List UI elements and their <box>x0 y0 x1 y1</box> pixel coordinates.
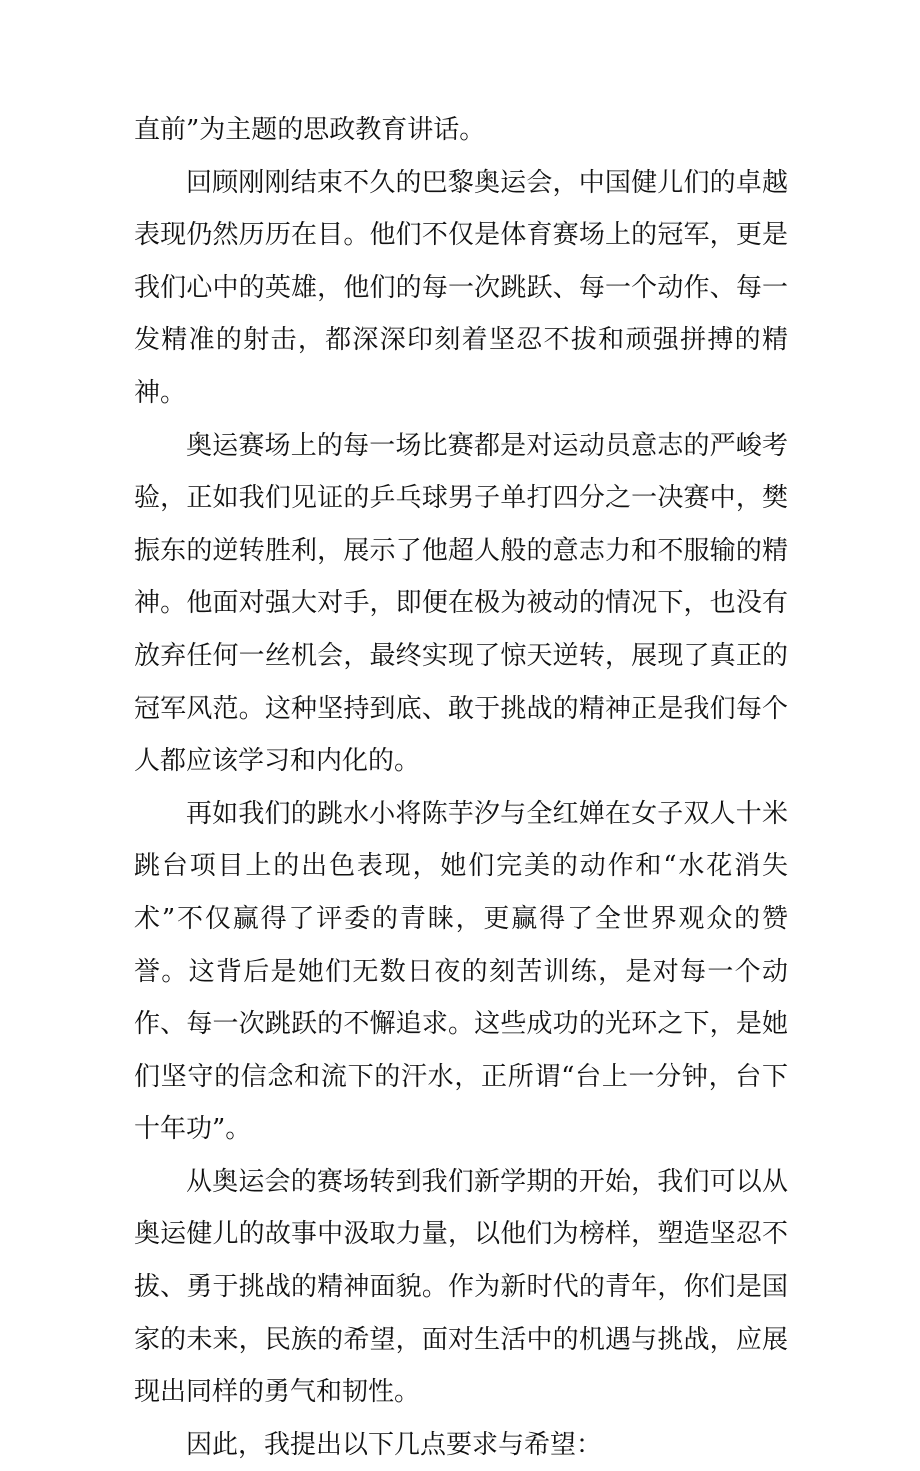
paragraph-paris-olympics-review: 回顾刚刚结束不久的巴黎奥运会，中国健儿们的卓越表现仍然历历在目。他们不仅是体育赛场上的冠军，更是我们心中的英雄，他们的每一次跳跃、每一个动作、每一发精准的射击，都深深印刻着坚忍不拔和顽强拼搏的精神。 <box>134 167 788 408</box>
document-body <box>134 104 788 1471</box>
paragraph-new-semester: 从奥运会的赛场转到我们新学期的开始，我们可以从奥运健儿的故事中汲取力量，以他们为榜样，塑造坚忍不拔、勇于挑战的精神面貌。作为新时代的青年，你们是国家的未来，民族的希望，面对生活中的机遇与挑战，应展现出同样的勇气和韧性。 <box>134 1166 788 1408</box>
paragraph-requirements-intro: 因此，我提出以下几点要求与希望： <box>186 1429 603 1460</box>
paragraph-fan-zhendong: 奥运赛场上的每一场比赛都是对运动员意志的严峻考验，正如我们见证的乒乓球男子单打四分之一决赛中，樊振东的逆转胜利，展示了他超人般的意志力和不服输的精神。他面对强大对手，即便在极为被动的情况下，也没有放弃任何一丝机会，最终实现了惊天逆转，展现了真正的冠军风范。这种坚持到底、敢于挑战的精神正是我们每个人都应该学习和内化的。 <box>134 430 788 777</box>
paragraph-continuation: 直前”为主题的思政教育讲话。 <box>134 115 486 145</box>
paragraph-diving-pair: 再如我们的跳水小将陈芋汐与全红婵在女子双人十米跳台项目上的出色表现，她们完美的动作和“水花消失术”不仅赢得了评委的青睐，更赢得了全世界观众的赞誉。这背后是她们无数日夜的刻苦训练，是对每一个动作、每一次跳跃的不懈追求。这些成功的光环之下，是她们坚守的信念和流下的汗水，正所谓“台上一分钟，台下十年功”。 <box>134 798 788 1145</box>
